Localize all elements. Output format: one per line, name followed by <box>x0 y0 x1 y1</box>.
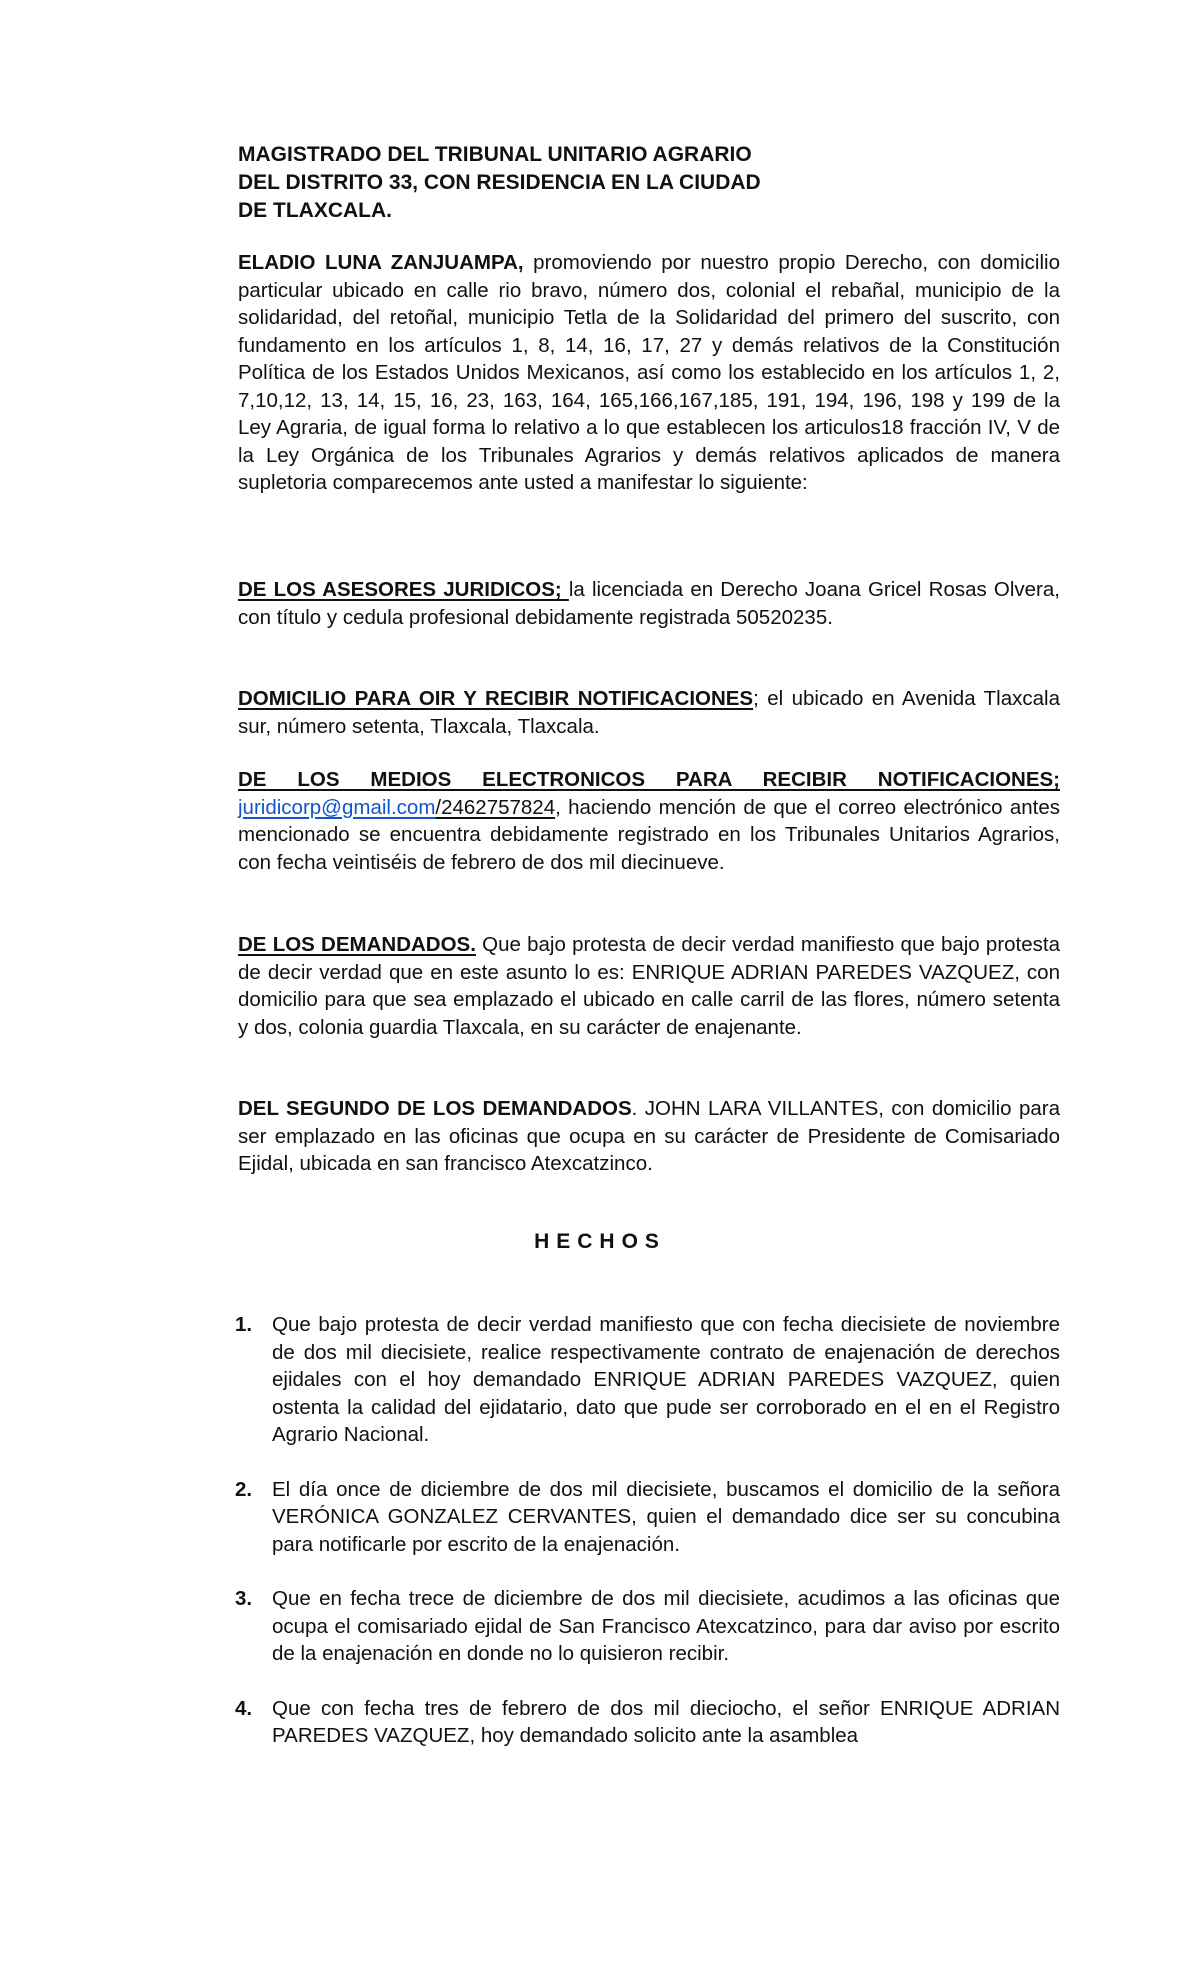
addressee-line-2: DEL DISTRITO 33, CON RESIDENCIA EN LA CIUDAD <box>238 171 761 194</box>
advisors-paragraph <box>238 576 1060 631</box>
second-defendant-label: DEL SEGUNDO DE LOS DEMANDADOS <box>238 1097 632 1120</box>
defendants-label: DE LOS DEMANDADOS. <box>238 933 476 956</box>
domicile-label: DOMICILIO PARA OIR Y RECIBIR NOTIFICACIONES <box>238 687 754 710</box>
fact-text-1: Que bajo protesta de decir verdad manifiesto que con fecha diecisiete de noviembre de dos mil diecisiete, realice respectivamente contrato de enajenación de derechos ejidales con el hoy demandado ENRIQUE ADRIAN PAREDES VAZQUEZ, quien ostenta la calidad del ejidatario, dato que pude ser corroborado en el en el Registro Agrario Nacional. <box>272 1313 1060 1446</box>
fact-item-3 <box>235 1585 1060 1668</box>
advisors-text: la licenciada en Derecho Joana Gricel Rosas Olvera, con título y cedula profesional debidamente registrada 50520235. <box>238 578 1060 629</box>
facts-heading: HECHOS <box>534 1230 666 1253</box>
intro-text: promoviendo por nuestro propio Derecho, con domicilio particular ubicado en calle rio bravo, número dos, colonial el rebañal, municipio de la solidaridad, del retoñal, municipio Tetla de la Solidaridad del primero del suscrito, con fundamento en los artículos 1, 8, 14, 16, 17, 27 y demás relativos de la Constitución Política de los Estados Unidos Mexicanos, así como los establecido en los artículos 1, 2, 7,10,12, 13, 14, 15, 16, 23, 163, 164, 165,166,167,185, 191, 194, 196, 198 y 199 de la Ley Agraria, de igual forma lo relativo a lo que establecen los articulos18 fracción IV, V de la Ley Orgánica de los Tribunales Agrarios y demás relativos aplicados de manera supletoria comparecemos ante usted a manifestar lo siguiente: <box>238 251 1060 494</box>
fact-text-4: Que con fecha tres de febrero de dos mil dieciocho, el señor ENRIQUE ADRIAN PAREDES VAZQUEZ, hoy demandado solicito ante la asamblea <box>272 1696 1060 1747</box>
addressee-line-1: MAGISTRADO DEL TRIBUNAL UNITARIO AGRARIO <box>238 143 752 166</box>
fact-text-3: Que en fecha trece de diciembre de dos mil diecisiete, acudimos a las oficinas que ocupa el comisariado ejidal de San Francisco Atexcatzinco, para dar aviso por escrito de la enajenación en donde no lo quisieron recibir. <box>272 1587 1060 1665</box>
email-link[interactable]: juridicorp@gmail.com <box>238 795 436 819</box>
domicile-text: ; el ubicado en Avenida Tlaxcala sur, número setenta, Tlaxcala, Tlaxcala. <box>238 687 1060 738</box>
defendants-text: Que bajo protesta de decir verdad manifiesto que bajo protesta de decir verdad que en este asunto lo es: ENRIQUE ADRIAN PAREDES VAZQUEZ, con domicilio para que sea emplazado el ubicado en calle carril de las flores, número setenta y dos, colonia guardia Tlaxcala, en su carácter de enajenante. <box>238 933 1060 1039</box>
defendants-paragraph <box>238 931 1060 1041</box>
phone-number: /2462757824 <box>435 795 556 819</box>
petitioner-name: ELADIO LUNA ZANJUAMPA, <box>238 251 524 274</box>
fact-number-2: 2. <box>235 1477 253 1501</box>
facts-list <box>235 1311 1060 1750</box>
second-defendant-paragraph <box>238 1095 1060 1178</box>
fact-number-1: 1. <box>235 1313 253 1336</box>
domicile-paragraph <box>238 685 1060 740</box>
second-defendant-text: . JOHN LARA VILLANTES, con domicilio para ser emplazado en las oficinas que ocupa en su carácter de Presidente de Comisariado Ejidal, ubicada en san francisco Atexcatzinco. <box>238 1097 1060 1175</box>
fact-item-1 <box>235 1311 1060 1449</box>
fact-item-2 <box>235 1476 1060 1559</box>
fact-number-4: 4. <box>235 1696 253 1720</box>
electronic-paragraph <box>238 766 1060 876</box>
advisors-label: DE LOS ASESORES JURIDICOS; <box>238 578 569 601</box>
fact-number-3: 3. <box>235 1587 253 1610</box>
electronic-text: , haciendo mención de que el correo electrónico antes mencionado se encuentra debidamente registrado en los Tribunales Unitarios Agrarios, con fecha veintiséis de febrero de dos mil diecinueve. <box>238 795 1060 874</box>
addressee-line-3: DE TLAXCALA. <box>238 199 392 222</box>
intro-paragraph <box>238 249 1060 497</box>
fact-text-2: El día once de diciembre de dos mil diecisiete, buscamos el domicilio de la señora VERÓNICA GONZALEZ CERVANTES, quien el demandado dice ser su concubina para notificarle por escrito de la enajenación. <box>272 1477 1060 1556</box>
fact-item-4 <box>235 1695 1060 1750</box>
electronic-label: DE LOS MEDIOS ELECTRONICOS PARA RECIBIR NOTIFICACIONES; <box>238 768 1060 791</box>
addressee-block <box>238 141 1060 225</box>
